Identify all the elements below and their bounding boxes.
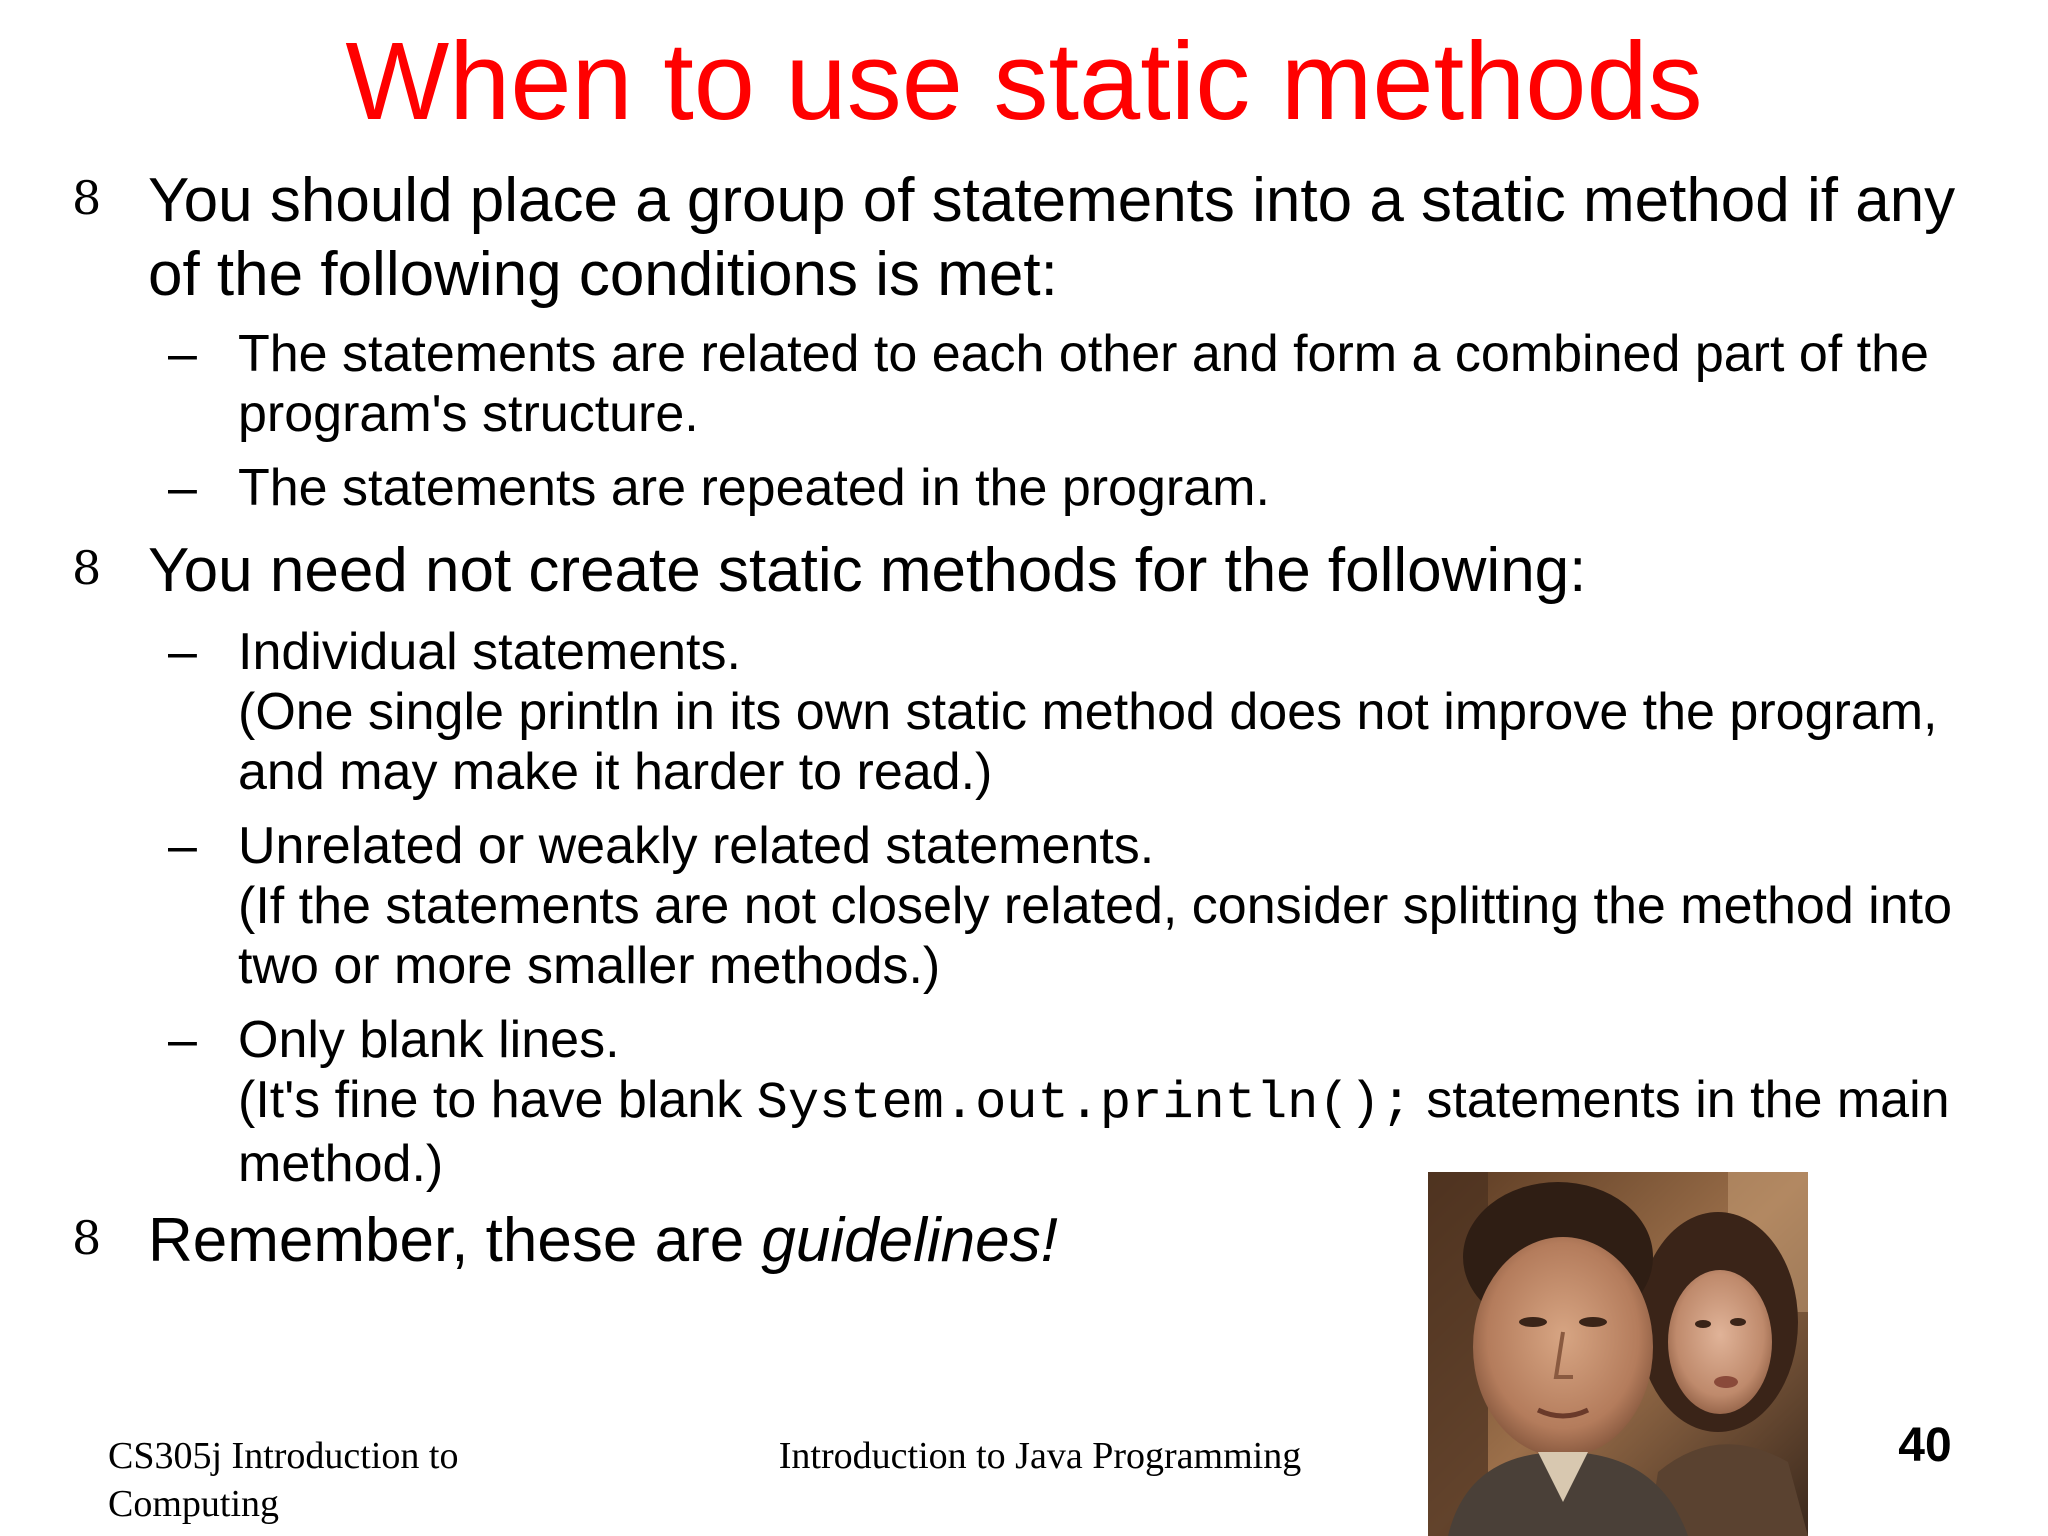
dash-marker: – — [168, 1011, 197, 1069]
bullet-2-sub-1-heading: Individual statements. — [238, 623, 741, 681]
note-prefix: (It's fine to have blank — [238, 1071, 757, 1129]
bullet-marker: 8 — [72, 541, 102, 595]
bullet-2-sub-3-heading: Only blank lines. — [238, 1011, 620, 1069]
bullet-3-prefix: Remember, these are — [148, 1206, 762, 1275]
bullet-2-text: You need not create static methods for the following: — [148, 536, 1587, 605]
code-snippet: System.out.println(); — [756, 1074, 1412, 1133]
photo-illustration — [1428, 1172, 1808, 1536]
bullet-3-emphasis: guidelines! — [761, 1206, 1058, 1275]
movie-still-photo — [1428, 1172, 1808, 1536]
bullet-marker: 8 — [72, 171, 102, 225]
bullet-1-text: You should place a group of statements into a static method if any of the following conditions is met: — [148, 166, 1956, 309]
dash-marker: – — [168, 623, 197, 681]
note-suffix: statements in the main method.) — [238, 1071, 1950, 1193]
footer-title: Introduction to Java Programming — [778, 1435, 1302, 1477]
bullet-1-sub-1: The statements are related to each other and form a combined part of the program's structure. — [238, 325, 1929, 443]
dash-marker: – — [168, 325, 197, 383]
dash-marker: – — [168, 459, 197, 517]
bullet-2-sub-1-note: (One single println in its own static method does not improve the program, and may make it harder to read.) — [238, 683, 1938, 801]
dash-marker: – — [168, 817, 197, 875]
bullet-2-sub-2-note: (If the statements are not closely related, consider splitting the method into two or more smaller methods.) — [238, 877, 1953, 995]
slide-title: When to use static methods — [345, 20, 1703, 143]
footer-course: CS305j Introduction to Computing — [108, 1435, 459, 1525]
bullet-1-sub-2: The statements are repeated in the program. — [238, 459, 1270, 517]
page-number: 40 — [1898, 1419, 1952, 1472]
bullet-2-sub-2-heading: Unrelated or weakly related statements. — [238, 817, 1155, 875]
bullet-marker: 8 — [72, 1211, 102, 1265]
